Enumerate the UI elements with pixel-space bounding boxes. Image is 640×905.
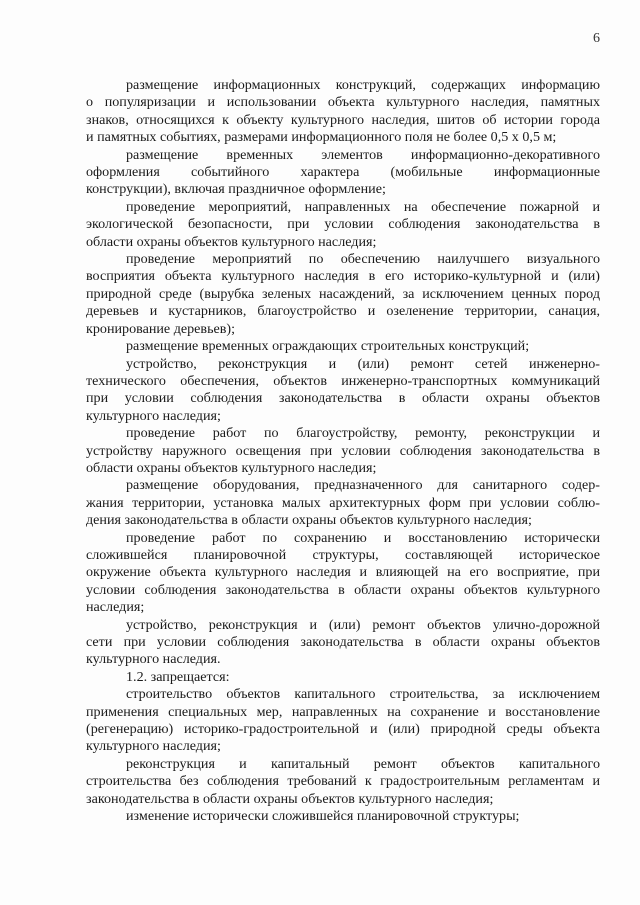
paragraph-line: кронирование деревьев);: [86, 320, 236, 337]
paragraph: [116, 338, 600, 355]
paragraph-line: окружение объекта культурного наследия и влияющей на его восприятие, при: [86, 564, 600, 581]
paragraph: [86, 425, 600, 477]
paragraph-line: конструкции), включая праздничное оформление;: [86, 181, 386, 198]
paragraph-first-line: проведение мероприятий, направленных на обеспечение пожарной и: [126, 198, 600, 215]
paragraph-line: наследия;: [86, 599, 145, 616]
paragraph: [86, 198, 600, 251]
paragraph-line: о популяризации и использовании объекта культурного наследия, памятных: [86, 94, 600, 111]
paragraph-line: знаков, относящихся к объекту культурного наследия, шитов об истории города: [86, 111, 600, 128]
paragraph: [86, 355, 600, 426]
paragraph-line: применения специальных мер, направленных на сохранение и восстановление: [86, 703, 600, 720]
paragraph-line: дения законодательства в области охраны объектов культурного наследия;: [86, 512, 532, 529]
paragraph-line: экологической безопасности, при условии соблюдения законодательства в: [86, 216, 600, 233]
paragraph-first-line: изменение исторически сложившейся планировочной структуры;: [126, 808, 520, 825]
paragraph-first-line: размещение информационных конструкций, содержащих информацию: [126, 77, 600, 93]
paragraph-line: области охраны объектов культурного наследия;: [86, 233, 377, 250]
paragraph-line: деревьев и кустарников, благоустройство и озеленение территории, санация,: [86, 303, 600, 320]
paragraph: [116, 808, 600, 825]
document-body: [86, 77, 600, 825]
paragraph-line: оформления событийного характера (мобильные информационные: [86, 164, 600, 181]
paragraph-line: восприятия объекта культурного наследия в его историко-культурной и (или): [86, 268, 600, 285]
paragraph: [86, 529, 600, 617]
paragraph-first-line: 1.2. запрещается:: [126, 668, 230, 685]
paragraph-first-line: размещение временных ограждающих строительных конструкций;: [126, 338, 530, 355]
paragraph-line: при условии соблюдения законодательства в области охраны объектов: [86, 390, 600, 407]
paragraph: [86, 686, 600, 756]
paragraph-line: условии соблюдения законодательства в области охраны объектов культурного: [86, 581, 600, 598]
paragraph-line: жания территории, установка малых архитектурных форм при условии соблю-: [86, 494, 600, 511]
paragraph-first-line: проведение работ по благоустройству, ремонту, реконструкции и: [126, 425, 600, 442]
paragraph: [86, 616, 600, 669]
paragraph: [86, 755, 600, 808]
paragraph: [86, 146, 600, 199]
paragraph-line: сложившейся планировочной структуры, составляющей историческое: [86, 546, 600, 563]
paragraph: [86, 477, 600, 529]
paragraph-line: технического обеспечения, объектов инженерно-транспортных коммуникаций: [86, 372, 600, 389]
paragraph-first-line: размещение временных элементов информационно-декоративного: [126, 146, 600, 163]
paragraph-line: и памятных событиях, размерами информационного поля не более 0,5 х 0,5 м;: [86, 129, 557, 146]
paragraph: [86, 77, 600, 147]
paragraph-first-line: устройство, реконструкция и (или) ремонт объектов улично-дорожной: [126, 616, 600, 633]
paragraph-first-line: устройство, реконструкция и (или) ремонт сетей инженерно-: [126, 355, 600, 372]
paragraph-first-line: размещение оборудования, предназначенного для санитарного содер-: [126, 477, 600, 494]
paragraph-line: устройству наружного освещения при условии соблюдения законодательства в: [86, 442, 600, 459]
paragraph-line: природной среде (вырубка зеленых насаждений, за исключением ценных пород: [86, 285, 600, 302]
paragraph-line: культурного наследия;: [86, 407, 221, 424]
paragraph-first-line: проведение мероприятий по обеспечению наилучшего визуального: [126, 251, 600, 268]
paragraph-line: сети при условии соблюдения законодательства в области охраны объектов: [86, 634, 600, 650]
paragraph-line: законодательства в области охраны объектов культурного наследия;: [86, 790, 494, 807]
paragraph: [86, 251, 600, 338]
paragraph: [116, 669, 600, 686]
paragraph-first-line: проведение работ по сохранению и восстановлению исторически: [126, 529, 600, 546]
paragraph-line: культурного наследия;: [86, 738, 221, 755]
paragraph-line: (регенерацию) историко-градостроительной и (или) природной среды объекта: [86, 721, 600, 738]
paragraph-line: культурного наследия.: [86, 651, 221, 668]
page-number: 6: [593, 31, 600, 46]
paragraph-line: области охраны объектов культурного наследия;: [86, 459, 377, 476]
paragraph-line: строительства без соблюдения требований к градостроительным регламентам и: [86, 773, 600, 790]
paragraph-first-line: реконструкция и капитальный ремонт объектов капитального: [126, 755, 600, 772]
paragraph-first-line: строительство объектов капитального строительства, за исключением: [126, 686, 600, 703]
